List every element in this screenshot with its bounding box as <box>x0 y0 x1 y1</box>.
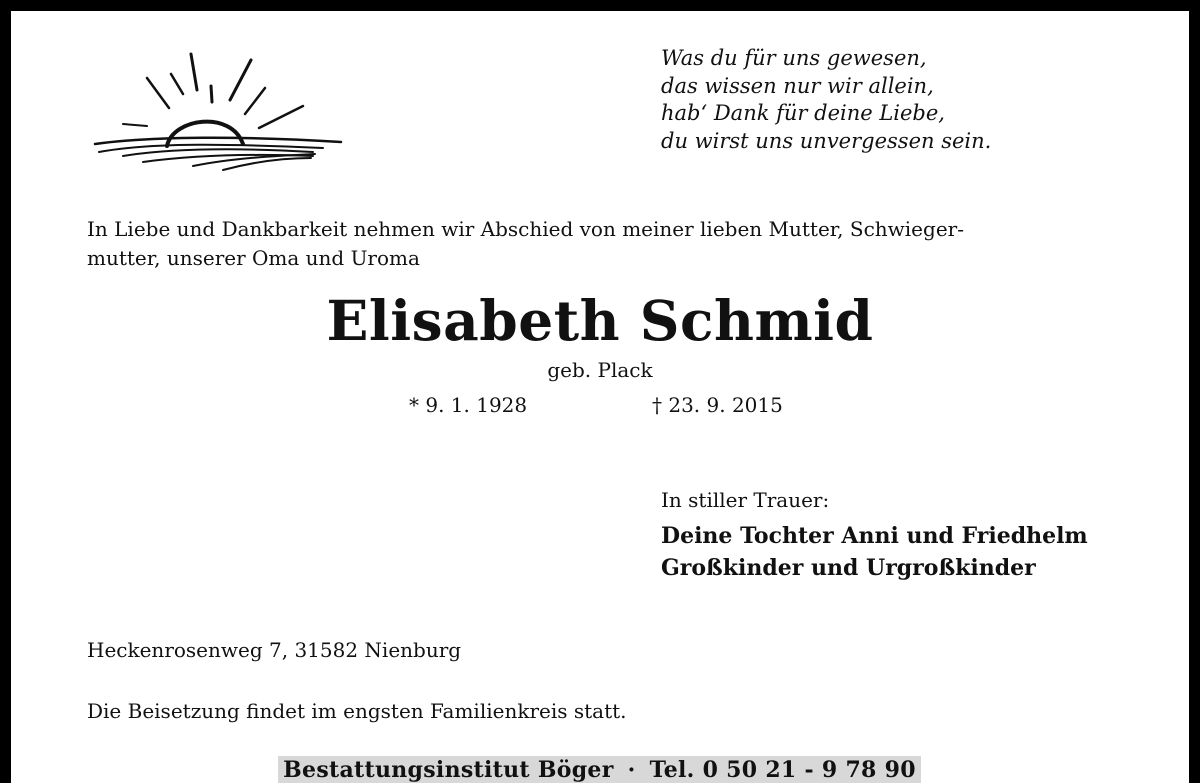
sunrise-icon <box>83 44 345 176</box>
burial-note: Die Beisetzung findet im engsten Familienkreis statt. <box>87 699 627 723</box>
footer-separator: · <box>627 756 636 783</box>
poem-line: Was du für uns gewesen, <box>661 46 927 70</box>
intro-line: In Liebe und Dankbarkeit nehmen wir Abschied von meiner lieben Mutter, Schwieger- <box>87 217 964 241</box>
mourner-line: Deine Tochter Anni und Friedhelm <box>661 523 1088 549</box>
poem-line: das wissen nur wir allein, <box>661 73 934 98</box>
intro-text <box>87 215 1127 273</box>
funeral-home-footer <box>278 756 921 783</box>
mourner-line: Großkinder und Urgroßkinder <box>661 554 1036 581</box>
funeral-home-phone: Tel. 0 50 21 - 9 78 90 <box>649 756 916 783</box>
poem-line: hab‘ Dank für deine Liebe, <box>661 101 945 125</box>
intro-line: mutter, unserer Oma und Uroma <box>87 246 420 270</box>
deceased-name: Elisabeth Schmid <box>326 288 874 353</box>
poem-line: du wirst uns unvergessen sein. <box>661 128 992 153</box>
address: Heckenrosenweg 7, 31582 Nienburg <box>87 638 462 662</box>
funeral-home-name: Bestattungsinstitut Böger <box>283 756 614 783</box>
poem <box>661 45 991 155</box>
birth-name: geb. Plack <box>547 358 653 382</box>
birth-date: * 9. 1. 1928 <box>409 393 528 417</box>
death-date: † 23. 9. 2015 <box>652 393 783 417</box>
mourners-list <box>661 521 1088 584</box>
mourning-label: In stiller Trauer: <box>661 488 830 512</box>
